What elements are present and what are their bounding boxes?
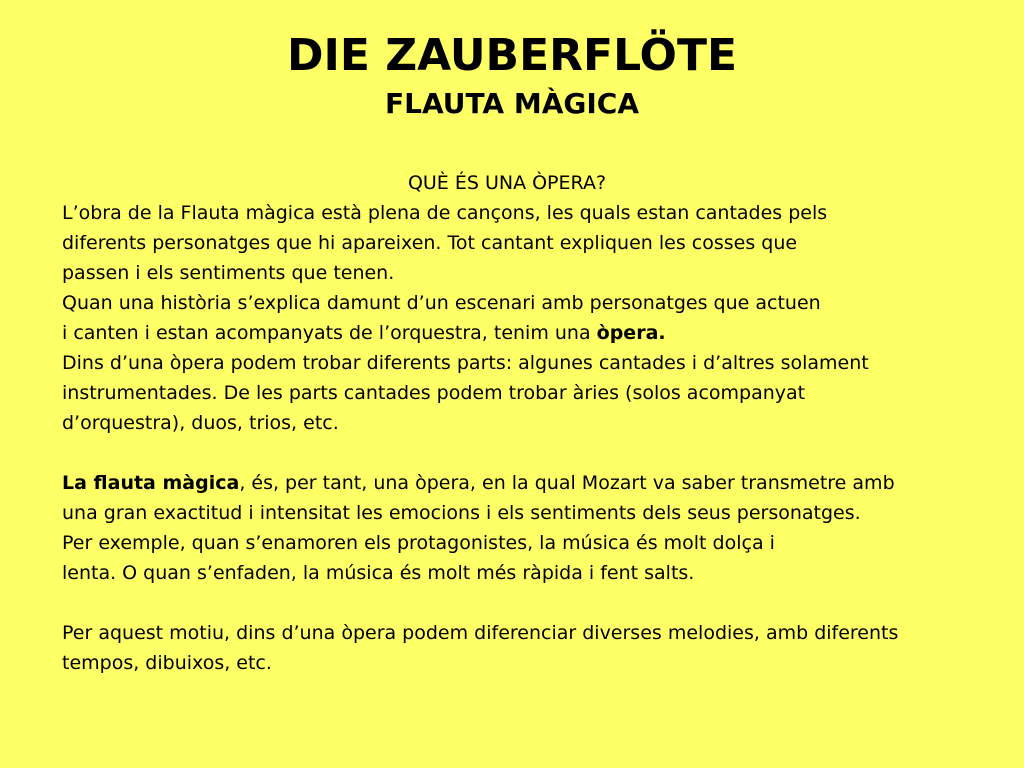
section-heading: QUÈ ÉS UNA ÒPERA? (407, 172, 607, 194)
text-line: tempos, dibuixos, etc. (62, 652, 272, 674)
text-line: L’obra de la Flauta màgica està plena de cançons, les quals estan cantades pels (62, 202, 828, 224)
text-line: lenta. O quan s’enfaden, la música és molt més ràpida i fent salts. (62, 562, 695, 584)
spacer (62, 588, 1012, 618)
text-line: Per aquest motiu, dins d’una òpera podem diferenciar diverses melodies, amb diferents (62, 622, 899, 644)
paragraph-melodies (62, 618, 1012, 678)
text-span: i canten i estan acompanyats de l’orquestra, tenim una (62, 322, 597, 344)
page-title: DIE ZAUBERFLÖTE (286, 30, 738, 81)
spacer (62, 438, 1012, 468)
text-line: Per exemple, quan s’enamoren els protagonistes, la música és molt dolça i (62, 532, 775, 554)
text-line: diferents personatges que hi apareixen. Tot cantant expliquen les cosses que (62, 232, 798, 254)
bold-term-opera: òpera. (596, 322, 666, 344)
text-line: Dins d’una òpera podem trobar diferents parts: algunes cantades i d’altres solament (62, 352, 869, 374)
text-line (62, 468, 1012, 498)
text-line: instrumentades. De les parts cantades podem trobar àries (solos acompanyat (62, 382, 806, 404)
bold-term-flauta: La flauta màgica (62, 472, 240, 494)
text-line (62, 318, 1012, 348)
text-line: passen i els sentiments que tenen. (62, 262, 395, 284)
text-span: , és, per tant, una òpera, en la qual Mozart va saber transmetre amb (239, 472, 895, 494)
paragraph-what-is-opera (62, 198, 1012, 438)
text-line: d’orquestra), duos, trios, etc. (62, 412, 339, 434)
page-subtitle: FLAUTA MÀGICA (384, 87, 639, 120)
slide-body (62, 168, 1012, 678)
paragraph-magic-flute (62, 468, 1012, 588)
text-line: una gran exactitud i intensitat les emocions i els sentiments dels seus personatges. (62, 502, 861, 524)
text-line: Quan una història s’explica damunt d’un escenari amb personatges que actuen (62, 292, 821, 314)
